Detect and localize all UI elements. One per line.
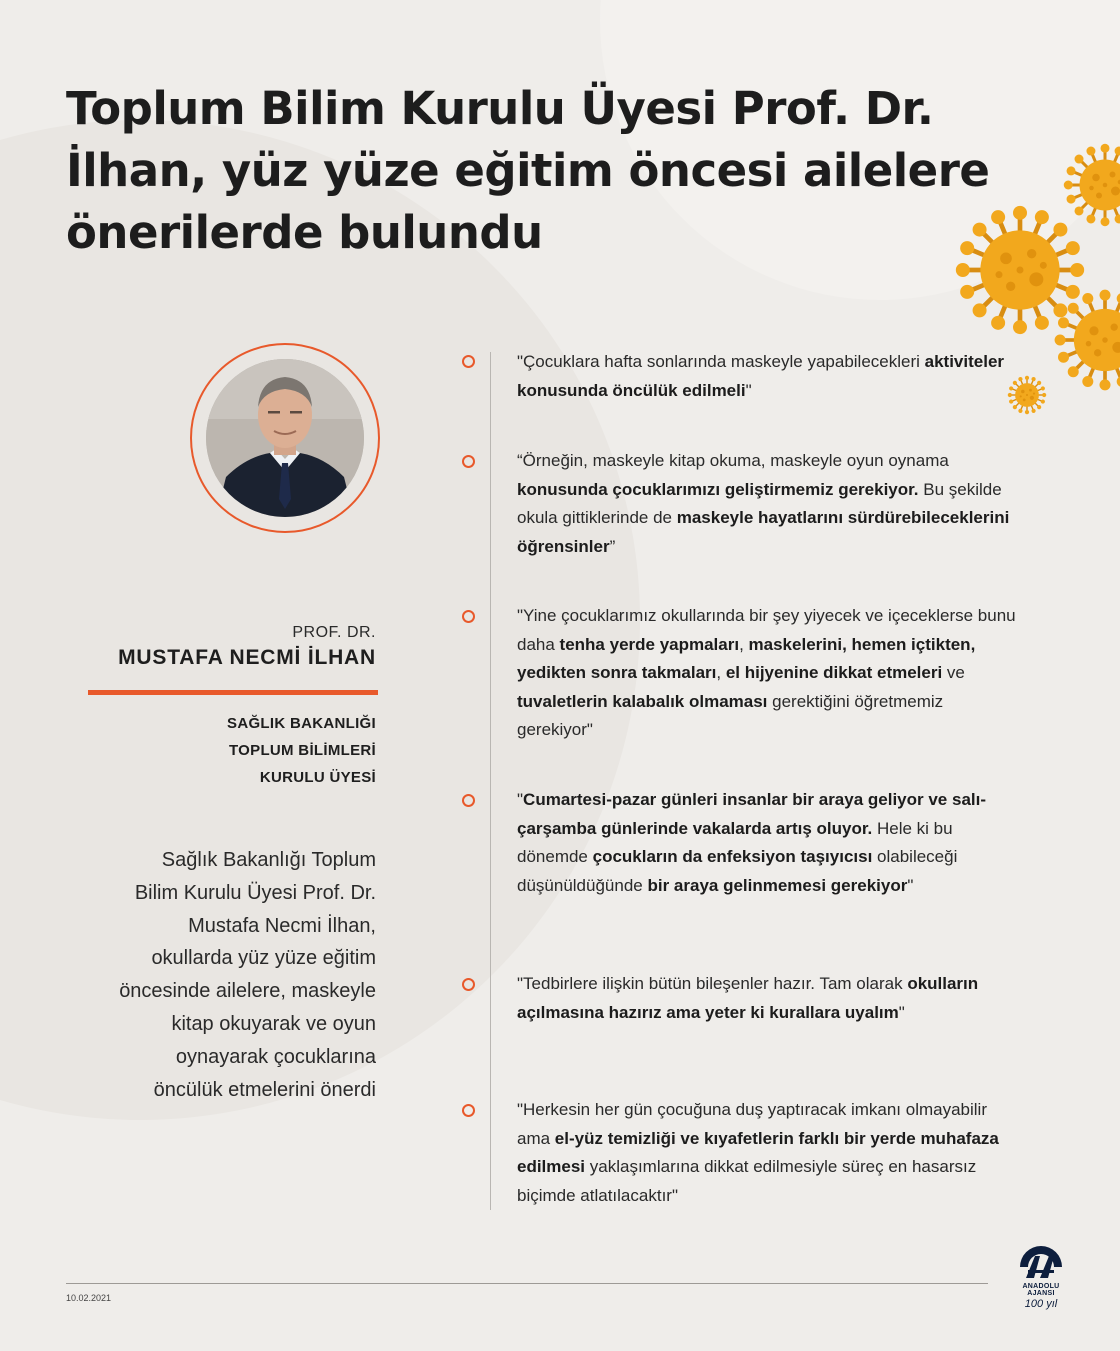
quote-segment: aktiviteler konusunda öncülük edilmeli (517, 352, 1005, 400)
quote-5 (517, 970, 1017, 1027)
logo-name: ANADOLU AJANSI (1022, 1283, 1060, 1297)
quote-segment: Bu şekilde okula gittiklerinde de (517, 479, 1002, 527)
quote-segment: maskeyle hayatlarını sürdürebileceklerini öğrensinler (517, 508, 1010, 556)
quote-segment: Cumartesi-pazar günleri insanlar bir araya geliyor ve salı-çarşamba günlerinde vakalarda artış oluyor. (517, 790, 987, 838)
timeline-dot-icon (462, 794, 475, 807)
quote-segment: ” (609, 536, 616, 556)
position-line: KURULU ÜYESİ (259, 769, 376, 786)
quote-segment: bir araya gelinmemesi gerekiyor (647, 875, 908, 895)
quote-segment: konusunda çocuklarımızı geliştirmemiz gerekiyor. (517, 479, 919, 499)
person-name: MUSTAFA NECMİ İLHAN (118, 646, 376, 669)
quote-segment: "Herkesin her gün çocuğuna duş yaptıracak imkanı olmayabilir ama (517, 1100, 987, 1148)
position-line: SAĞLIK BAKANLIĞI (227, 715, 376, 732)
timeline-line (490, 352, 491, 1210)
quote-3 (517, 602, 1017, 745)
quote-segment: , (716, 663, 726, 682)
position-line: TOPLUM BİLİMLERİ (228, 742, 376, 759)
quote-segment: "Yine çocuklarımız okullarında bir şey yiyecek ve içeceklerse bunu daha (517, 606, 1016, 654)
timeline-dot-icon (462, 455, 475, 468)
timeline-dot-icon (462, 1104, 475, 1117)
quote-segment: Hele ki bu dönemde (517, 818, 953, 866)
quote-segment: el hijyenine dikkat etmeleri (725, 663, 943, 682)
quote-segment: , (739, 634, 749, 654)
coronavirus-icon (1050, 285, 1120, 395)
quote-segment: “Örneğin, maskeyle kitap okuma, maskeyle oyun oynama (517, 451, 949, 470)
quote-segment: çocukların da enfeksiyon taşıyıcısı (592, 847, 873, 866)
portrait-ring (190, 343, 380, 533)
logo-100-years: 100 yıl (1024, 1298, 1058, 1310)
page-title: Toplum Bilim Kurulu Üyesi Prof. Dr. İlhan, yüz yüze eğitim öncesi ailelere önerilerde bulundu (66, 82, 990, 259)
quote-segment: " (907, 875, 914, 895)
quote-segment: "Tedbirlere ilişkin bütün bileşenler hazır. Tam olarak (517, 974, 908, 993)
publish-date: 10.02.2021 (66, 1293, 112, 1303)
quote-6 (517, 1096, 1017, 1210)
timeline-dot-icon (462, 610, 475, 623)
coronavirus-icon (1060, 140, 1120, 230)
quote-segment: " (517, 790, 524, 809)
quote-segment: tenha yerde yapmaları (559, 634, 740, 654)
portrait-photo (206, 359, 364, 517)
quote-segment: yaklaşımlarına dikkat edilmesiyle süreç en hasarsız biçimde atlatılacaktır" (517, 1157, 977, 1205)
quote-segment: olabileceği düşünüldüğünde (517, 847, 958, 895)
quote-segment: " (745, 380, 752, 400)
aa-logo-icon (1018, 1244, 1064, 1280)
quote-segment: tuvaletlerin kalabalık olmaması (517, 691, 768, 711)
quote-segment: "Çocuklara hafta sonlarında maskeyle yapabilecekleri (517, 352, 925, 371)
quote-1 (517, 348, 1017, 405)
person-title: PROF. DR. (292, 624, 376, 641)
name-underline (88, 690, 378, 695)
quote-segment: ve (942, 663, 965, 682)
person-position (116, 710, 376, 791)
quote-segment: okulların açılmasına hazırız ama yeter ki kurallara uyalım (517, 974, 979, 1022)
timeline-dot-icon (462, 978, 475, 991)
summary-text: Sağlık Bakanlığı Toplum Bilim Kurulu Üyesi Prof. Dr. Mustafa Necmi İlhan, okullarda yüz yüze eğitim öncesinde ailelere, maskeyle kitap okuyarak ve oyun oynayarak çocuklarına öncülük etmelerini önerdi (119, 849, 376, 1101)
quote-segment: el-yüz temizliği ve kıyafetlerin farklı bir yerde muhafaza edilmesi (517, 1128, 999, 1176)
footer-divider (66, 1283, 988, 1284)
anadolu-ajansi-logo (1008, 1244, 1074, 1308)
quote-segment: maskelerini, hemen içtikten, yedikten sonra takmaları (517, 634, 976, 682)
timeline-dot-icon (462, 355, 475, 368)
quote-segment: " (898, 1002, 905, 1022)
quote-4 (517, 786, 1017, 900)
quote-segment: gerektiğini öğretmemiz gerekiyor" (517, 691, 944, 739)
quote-2 (517, 447, 1017, 561)
person-name-block (118, 620, 376, 670)
